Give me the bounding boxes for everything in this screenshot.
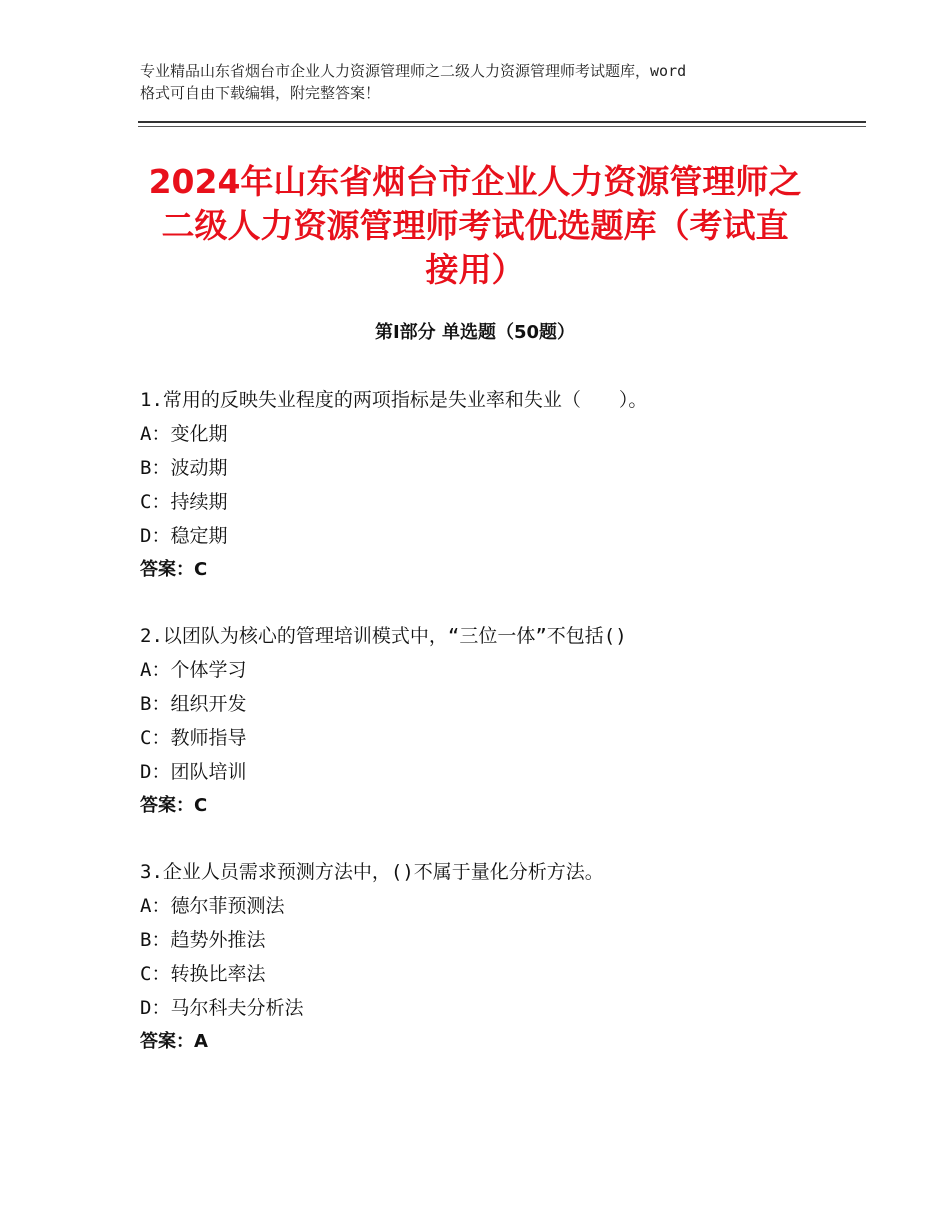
option-c: C：教师指导: [140, 727, 247, 749]
section-heading: 第Ⅰ部分 单选题（50题）: [374, 322, 575, 343]
answer: 答案：C: [140, 559, 208, 580]
title-line-1: 2024年山东省烟台市企业人力资源管理师之: [148, 162, 802, 201]
option-d: D：马尔科夫分析法: [140, 997, 304, 1019]
question-stem: 1.常用的反映失业程度的两项指标是失业率和失业（ ）。: [140, 389, 648, 411]
header-note-line-1: 专业精品山东省烟台市企业人力资源管理师之二级人力资源管理师考试题库，word: [140, 62, 687, 80]
option-b: B：组织开发: [140, 693, 247, 715]
answer: 答案：A: [140, 1031, 208, 1052]
option-c: C：转换比率法: [140, 963, 266, 985]
question-3: [140, 855, 860, 1059]
question-stem: 2.以团队为核心的管理培训模式中，“三位一体”不包括(): [140, 625, 627, 647]
option-b: B：趋势外推法: [140, 929, 266, 951]
option-d: D：团队培训: [140, 761, 247, 783]
header-note: [140, 60, 840, 104]
title-line-3: 接用）: [425, 250, 525, 289]
option-a: A：德尔菲预测法: [140, 895, 285, 917]
option-d: D：稳定期: [140, 525, 228, 547]
answer: 答案：C: [140, 795, 208, 816]
question-list: [140, 383, 860, 1091]
question-stem: 3.企业人员需求预测方法中，()不属于量化分析方法。: [140, 861, 604, 883]
question-2: [140, 619, 860, 823]
question-1: [140, 383, 860, 587]
option-a: A：变化期: [140, 423, 228, 445]
header-divider-thick: [138, 121, 866, 123]
option-b: B：波动期: [140, 457, 228, 479]
header-note-line-2: 格式可自由下载编辑，附完整答案！: [140, 84, 381, 102]
option-c: C：持续期: [140, 491, 228, 513]
option-a: A：个体学习: [140, 659, 247, 681]
header-divider-thin: [138, 126, 866, 127]
title-line-2: 二级人力资源管理师考试优选题库（考试直: [161, 206, 789, 245]
document-title: [120, 160, 830, 292]
